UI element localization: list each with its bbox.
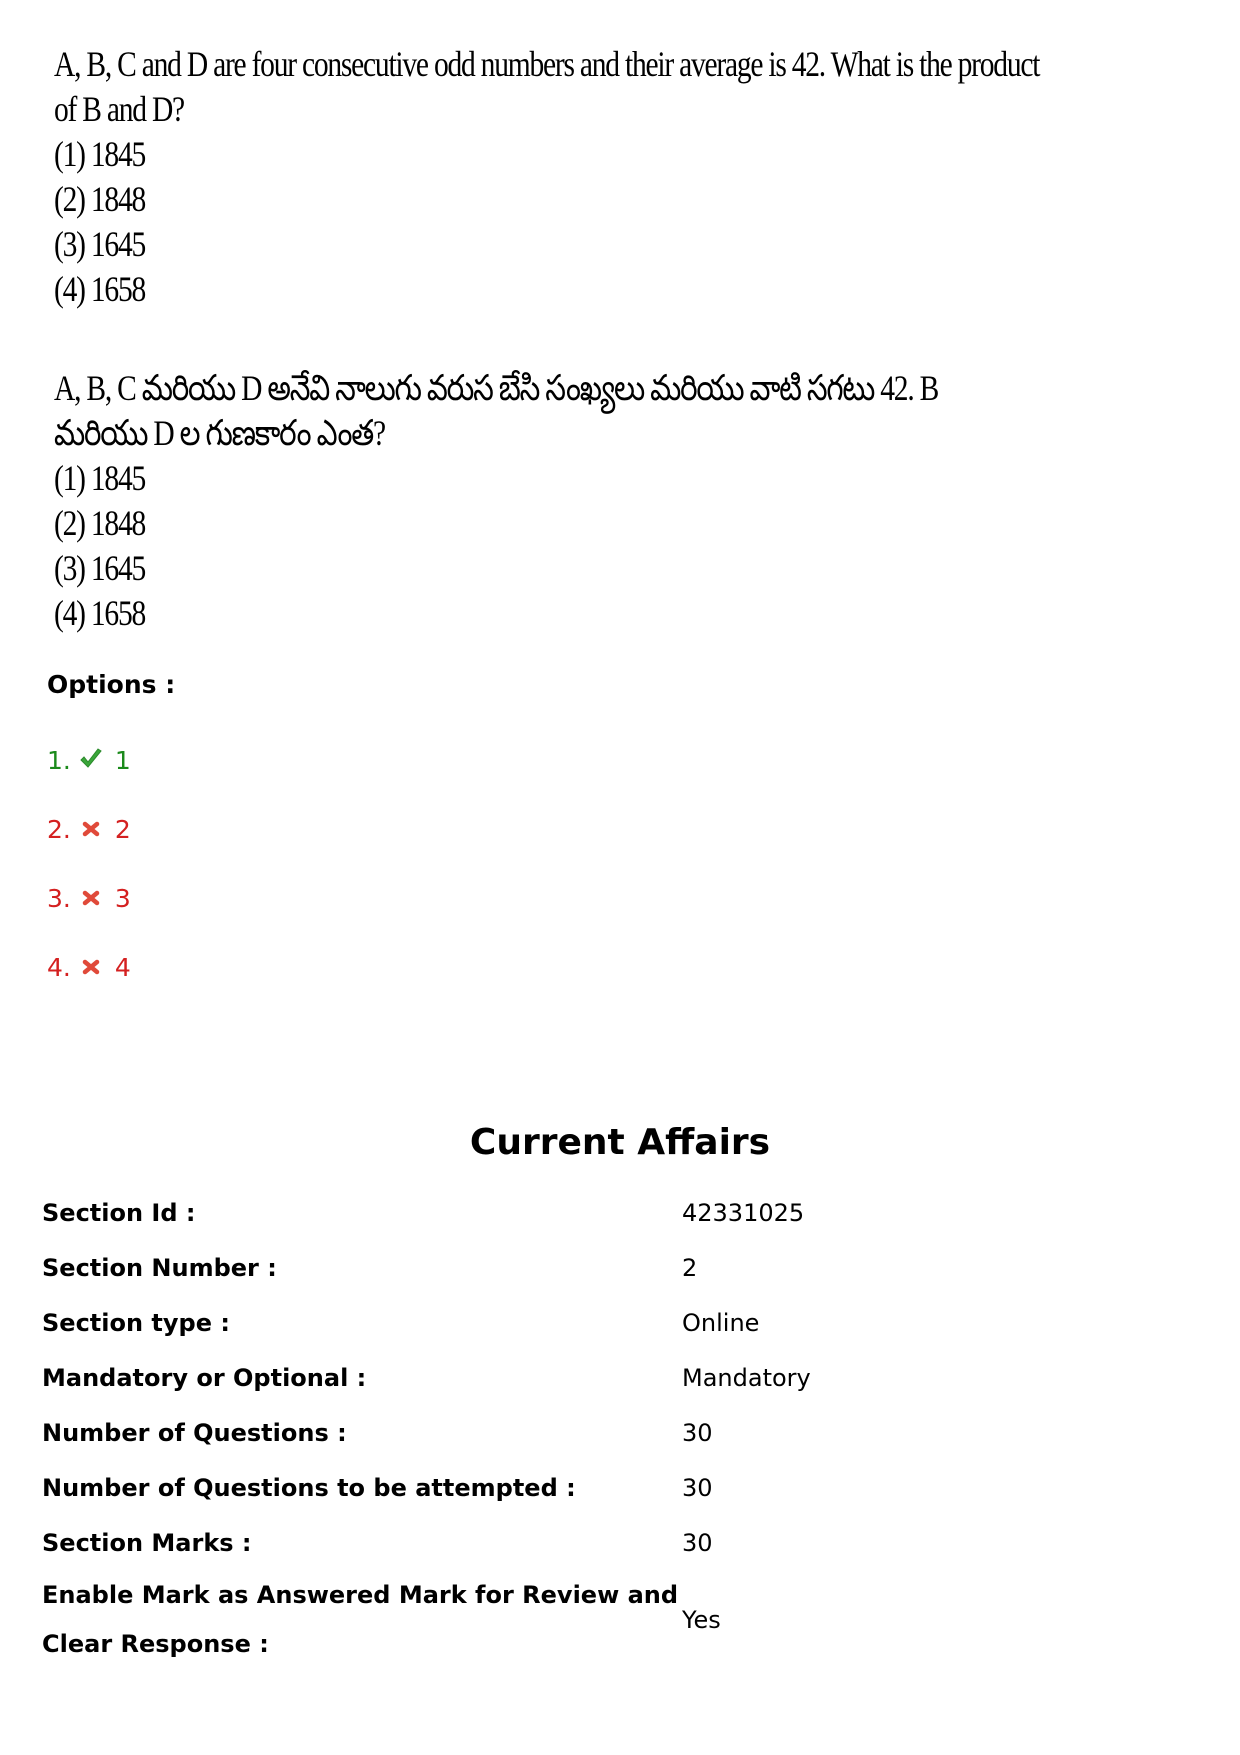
- row-key: [42, 1570, 682, 1670]
- row-value: 30: [682, 1528, 713, 1557]
- row-key: Section Marks :: [42, 1528, 252, 1557]
- row-key: Number of Questions to be attempted :: [42, 1473, 576, 1502]
- row-key: Section Number :: [42, 1253, 277, 1282]
- question-telugu-option: (4) 1658: [54, 593, 146, 633]
- question-english-option: (3) 1645: [54, 224, 146, 264]
- row-value: Mandatory: [682, 1363, 811, 1392]
- question-telugu-option: (2) 1848: [54, 503, 146, 543]
- option-number: 3.: [47, 884, 71, 913]
- option-number: 2.: [47, 815, 71, 844]
- check-icon: [79, 747, 103, 771]
- row-key-line: Clear Response :: [42, 1630, 269, 1658]
- question-english-option: (1) 1845: [54, 134, 146, 174]
- table-row: [42, 1295, 1202, 1350]
- question-telugu-option: (3) 1645: [54, 548, 146, 588]
- row-key: Section type :: [42, 1308, 230, 1337]
- row-value: 42331025: [682, 1198, 805, 1227]
- table-row: [42, 1405, 1202, 1460]
- option-2: [47, 815, 131, 844]
- section-title: Current Affairs: [469, 1122, 771, 1163]
- question-english-option: (4) 1658: [54, 269, 146, 309]
- cross-icon: [79, 954, 103, 978]
- table-row: [42, 1240, 1202, 1295]
- row-value: Yes: [682, 1606, 721, 1634]
- cross-icon: [79, 885, 103, 909]
- table-row: [42, 1570, 1202, 1670]
- option-value: 3: [114, 884, 131, 913]
- option-number: 4.: [47, 953, 71, 982]
- option-value: 2: [114, 815, 131, 844]
- option-3: [47, 884, 131, 913]
- option-value: 4: [114, 953, 131, 982]
- row-key: Number of Questions :: [42, 1418, 347, 1447]
- row-value: 2: [682, 1253, 698, 1282]
- question-telugu-line: A, B, C మరియు D అనేవి నాలుగు వరుస బేసి సంఖ్యలు మరియు వాటి సగటు 42. B: [54, 368, 939, 408]
- option-number: 1.: [47, 746, 71, 775]
- options-label: Options :: [47, 670, 176, 699]
- table-row: [42, 1460, 1202, 1515]
- option-1: [47, 746, 131, 775]
- section-info-table: [42, 1185, 1202, 1670]
- table-row: [42, 1515, 1202, 1570]
- row-key: Section Id :: [42, 1198, 196, 1227]
- question-telugu-line: మరియు D ల గుణకారం ఎంత?: [54, 413, 385, 453]
- table-row: [42, 1185, 1202, 1240]
- question-english-line: of B and D?: [54, 89, 184, 129]
- question-english-option: (2) 1848: [54, 179, 146, 219]
- question-telugu: [54, 366, 938, 636]
- row-value: 30: [682, 1418, 713, 1447]
- row-key-line: Enable Mark as Answered Mark for Review and: [42, 1581, 679, 1609]
- question-english-line: A, B, C and D are four consecutive odd numbers and their average is 42. What is the product: [54, 44, 1040, 84]
- row-key: Mandatory or Optional :: [42, 1363, 367, 1392]
- question-english: [54, 42, 1039, 312]
- row-value: Online: [682, 1308, 760, 1337]
- table-row: [42, 1350, 1202, 1405]
- option-value: 1: [114, 746, 131, 775]
- row-value: 30: [682, 1473, 713, 1502]
- cross-icon: [79, 816, 103, 840]
- question-telugu-option: (1) 1845: [54, 458, 146, 498]
- option-4: [47, 953, 131, 982]
